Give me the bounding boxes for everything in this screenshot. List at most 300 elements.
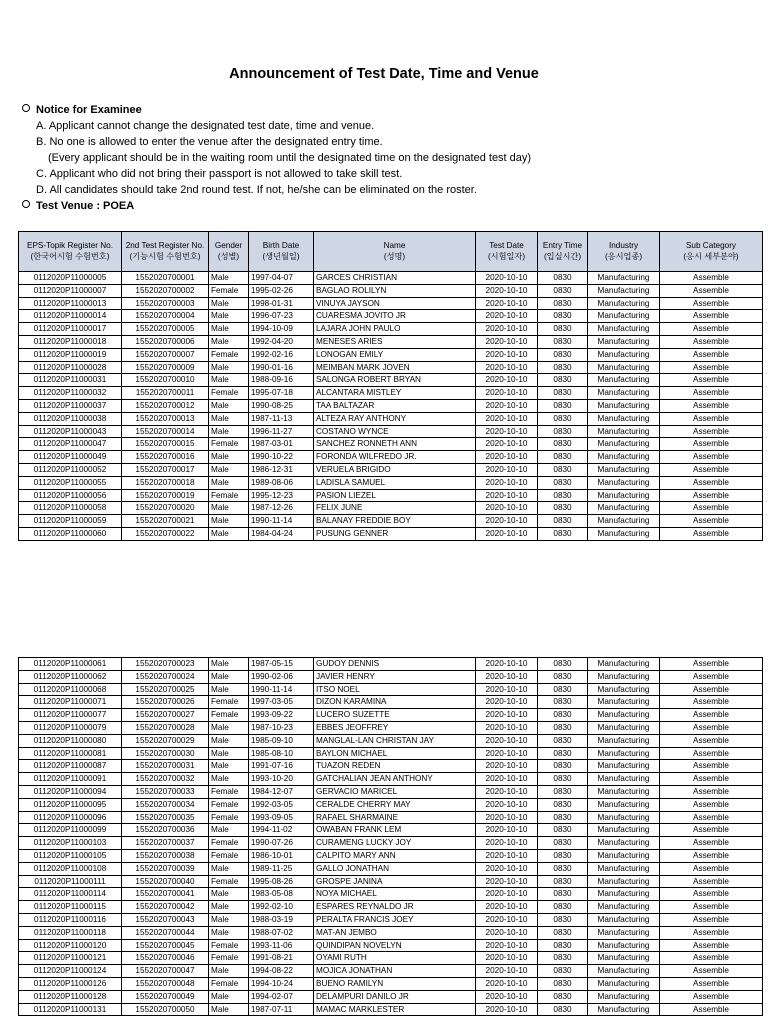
table-cell: TAA BALTAZAR: [314, 399, 476, 412]
table-row: [19, 1003, 763, 1016]
table-cell: DELAMPURI DANILO JR: [314, 990, 476, 1003]
table-cell: 1552020700031: [122, 760, 209, 773]
table-cell: Manufacturing: [588, 670, 660, 683]
table-cell: MANGLAL-LAN CHRISTAN JAY: [314, 734, 476, 747]
column-header: Entry Time (입실시간): [538, 232, 588, 272]
table-cell: 1992-02-16: [249, 348, 314, 361]
table-row: [19, 515, 763, 528]
table-cell: Male: [209, 888, 249, 901]
table-cell: Assemble: [660, 374, 763, 387]
table-cell: GUDOY DENNIS: [314, 658, 476, 671]
table-cell: 1552020700028: [122, 721, 209, 734]
table-cell: Manufacturing: [588, 683, 660, 696]
table-cell: 2020-10-10: [476, 272, 538, 285]
table-cell: Manufacturing: [588, 1003, 660, 1016]
table-cell: GERVACIO MARICEL: [314, 785, 476, 798]
table-cell: 0112020P11000103: [19, 837, 122, 850]
table-row: [19, 272, 763, 285]
table-cell: Female: [209, 709, 249, 722]
page-title: Announcement of Test Date, Time and Venue: [229, 66, 539, 82]
table-cell: 1987-03-01: [249, 438, 314, 451]
table-cell: 2020-10-10: [476, 760, 538, 773]
table-cell: 2020-10-10: [476, 489, 538, 502]
table-cell: 0830: [538, 888, 588, 901]
table-cell: 1989-11-25: [249, 862, 314, 875]
table-cell: 1994-10-09: [249, 323, 314, 336]
table-cell: 1552020700016: [122, 451, 209, 464]
table-cell: 0112020P11000118: [19, 926, 122, 939]
table-cell: GATCHALIAN JEAN ANTHONY: [314, 773, 476, 786]
table-cell: 0112020P11000128: [19, 990, 122, 1003]
table-cell: Manufacturing: [588, 387, 660, 400]
table-cell: 1552020700035: [122, 811, 209, 824]
table-cell: 1552020700013: [122, 412, 209, 425]
table-cell: 2020-10-10: [476, 824, 538, 837]
table-cell: 1552020700004: [122, 310, 209, 323]
table-cell: 1552020700029: [122, 734, 209, 747]
table-cell: Manufacturing: [588, 463, 660, 476]
table-cell: GALLO JONATHAN: [314, 862, 476, 875]
table-body: [19, 272, 763, 541]
table-cell: 0112020P11000055: [19, 476, 122, 489]
table-cell: OYAMI RUTH: [314, 952, 476, 965]
table-cell: Assemble: [660, 939, 763, 952]
table-cell: Manufacturing: [588, 773, 660, 786]
table-cell: 0112020P11000071: [19, 696, 122, 709]
table-cell: 2020-10-10: [476, 670, 538, 683]
table-cell: Assemble: [660, 335, 763, 348]
table-cell: Male: [209, 734, 249, 747]
table-cell: 1552020700006: [122, 335, 209, 348]
table-cell: Manufacturing: [588, 323, 660, 336]
table-body: [19, 658, 763, 1016]
table-cell: 0830: [538, 977, 588, 990]
table-row: [19, 387, 763, 400]
column-header: Gender (성별): [209, 232, 249, 272]
table-cell: 0112020P11000059: [19, 515, 122, 528]
table-cell: 0830: [538, 837, 588, 850]
table-cell: 1993-09-05: [249, 811, 314, 824]
table-cell: 0112020P11000013: [19, 297, 122, 310]
column-header: Name (성명): [314, 232, 476, 272]
table-cell: 2020-10-10: [476, 658, 538, 671]
table-cell: 1552020700002: [122, 284, 209, 297]
table-cell: GARCES CHRISTIAN: [314, 272, 476, 285]
table-cell: Manufacturing: [588, 824, 660, 837]
table-cell: 1552020700015: [122, 438, 209, 451]
table-cell: 1987-12-26: [249, 502, 314, 515]
notice-heading: Notice for Examinee: [22, 102, 531, 118]
table-cell: MOJICA JONATHAN: [314, 965, 476, 978]
table-cell: Female: [209, 348, 249, 361]
table-row: [19, 734, 763, 747]
table-cell: 1996-07-23: [249, 310, 314, 323]
table-cell: 0112020P11000056: [19, 489, 122, 502]
table-cell: Male: [209, 476, 249, 489]
table-cell: 1984-12-07: [249, 785, 314, 798]
table-cell: LAJARA JOHN PAULO: [314, 323, 476, 336]
table-cell: 0830: [538, 489, 588, 502]
table-row: [19, 361, 763, 374]
table-cell: 0112020P11000121: [19, 952, 122, 965]
table-cell: 1984-04-24: [249, 527, 314, 540]
column-header: Industry (응시업종): [588, 232, 660, 272]
table-cell: 1986-10-01: [249, 849, 314, 862]
table-cell: 0112020P11000099: [19, 824, 122, 837]
table-cell: Assemble: [660, 451, 763, 464]
column-header: Test Date (시험일자): [476, 232, 538, 272]
table-cell: Manufacturing: [588, 451, 660, 464]
table-cell: Manufacturing: [588, 734, 660, 747]
table-cell: Male: [209, 658, 249, 671]
table-cell: 1993-10-20: [249, 773, 314, 786]
table-cell: Male: [209, 310, 249, 323]
table-cell: Manufacturing: [588, 335, 660, 348]
table-cell: Manufacturing: [588, 952, 660, 965]
table-cell: 1994-02-07: [249, 990, 314, 1003]
table-cell: Assemble: [660, 824, 763, 837]
table-cell: 1552020700024: [122, 670, 209, 683]
table-cell: 2020-10-10: [476, 977, 538, 990]
table-cell: Assemble: [660, 310, 763, 323]
table-cell: Male: [209, 760, 249, 773]
table-cell: Female: [209, 284, 249, 297]
table-cell: 0112020P11000014: [19, 310, 122, 323]
table-cell: Male: [209, 323, 249, 336]
table-cell: Male: [209, 272, 249, 285]
table-cell: 1552020700037: [122, 837, 209, 850]
table-cell: 1990-07-26: [249, 837, 314, 850]
table-cell: Assemble: [660, 399, 763, 412]
table-cell: Assemble: [660, 862, 763, 875]
notice-section: [22, 102, 531, 214]
table-cell: 1988-07-02: [249, 926, 314, 939]
table-cell: Assemble: [660, 463, 763, 476]
table-row: [19, 939, 763, 952]
table-cell: Manufacturing: [588, 527, 660, 540]
table-cell: 1552020700047: [122, 965, 209, 978]
table-row: [19, 990, 763, 1003]
table-cell: 1990-08-25: [249, 399, 314, 412]
table-cell: 0112020P11000115: [19, 901, 122, 914]
table-cell: 0830: [538, 515, 588, 528]
table-cell: 0830: [538, 399, 588, 412]
table-cell: Female: [209, 387, 249, 400]
table-cell: 1552020700014: [122, 425, 209, 438]
table-cell: 1990-11-14: [249, 683, 314, 696]
table-row: [19, 502, 763, 515]
column-header: 2nd Test Register No. (기능시험 수험번호): [122, 232, 209, 272]
table-cell: Male: [209, 926, 249, 939]
table-cell: 1552020700041: [122, 888, 209, 901]
table-cell: 0830: [538, 734, 588, 747]
table-cell: 1552020700032: [122, 773, 209, 786]
table-cell: 0112020P11000095: [19, 798, 122, 811]
table-cell: Male: [209, 965, 249, 978]
table-cell: Male: [209, 1003, 249, 1016]
table-cell: 2020-10-10: [476, 811, 538, 824]
table-cell: 1552020700017: [122, 463, 209, 476]
table-cell: Male: [209, 502, 249, 515]
table-cell: Manufacturing: [588, 760, 660, 773]
table-row: [19, 310, 763, 323]
table-cell: 0830: [538, 760, 588, 773]
table-row: [19, 913, 763, 926]
table-cell: 1983-05-08: [249, 888, 314, 901]
table-cell: 0112020P11000052: [19, 463, 122, 476]
table-row: [19, 901, 763, 914]
table-cell: 0112020P11000105: [19, 849, 122, 862]
table-cell: DIZON KARAMINA: [314, 696, 476, 709]
notice-item: C. Applicant who did not bring their passport is not allowed to take skill test.: [36, 168, 403, 180]
table-cell: 1552020700039: [122, 862, 209, 875]
table-cell: 0112020P11000131: [19, 1003, 122, 1016]
table-cell: Manufacturing: [588, 965, 660, 978]
table-cell: 1552020700034: [122, 798, 209, 811]
table-cell: 1997-03-05: [249, 696, 314, 709]
table-cell: 1990-01-16: [249, 361, 314, 374]
table-row: [19, 965, 763, 978]
table-cell: 0112020P11000028: [19, 361, 122, 374]
table-cell: Male: [209, 862, 249, 875]
table-cell: SALONGA ROBERT BRYAN: [314, 374, 476, 387]
table-cell: 2020-10-10: [476, 683, 538, 696]
table-row: [19, 977, 763, 990]
table-cell: 0112020P11000079: [19, 721, 122, 734]
table-cell: COSTANO WYNCE: [314, 425, 476, 438]
table-cell: 1552020700040: [122, 875, 209, 888]
table-cell: CERALDE CHERRY MAY: [314, 798, 476, 811]
table-cell: Manufacturing: [588, 310, 660, 323]
table-cell: 1552020700019: [122, 489, 209, 502]
table-cell: 2020-10-10: [476, 926, 538, 939]
table-cell: 1552020700046: [122, 952, 209, 965]
table-cell: Assemble: [660, 798, 763, 811]
table-cell: Manufacturing: [588, 747, 660, 760]
table-cell: 0112020P11000124: [19, 965, 122, 978]
table-cell: FELIX JUNE: [314, 502, 476, 515]
table-cell: 1995-02-26: [249, 284, 314, 297]
table-cell: ITSO NOEL: [314, 683, 476, 696]
table-cell: LADISLA SAMUEL: [314, 476, 476, 489]
table-cell: VINUYA JAYSON: [314, 297, 476, 310]
notice-item: A. Applicant cannot change the designated test date, time and venue.: [36, 120, 375, 132]
table-cell: 0830: [538, 348, 588, 361]
table-cell: Assemble: [660, 348, 763, 361]
table-cell: Assemble: [660, 952, 763, 965]
table-cell: Manufacturing: [588, 837, 660, 850]
table-cell: Female: [209, 849, 249, 862]
table-cell: Manufacturing: [588, 412, 660, 425]
table-row: [19, 721, 763, 734]
table-cell: PERALTA FRANCIS JOEY: [314, 913, 476, 926]
table-cell: Assemble: [660, 888, 763, 901]
table-cell: 1552020700005: [122, 323, 209, 336]
table-cell: MAT-AN JEMBO: [314, 926, 476, 939]
table-cell: 0830: [538, 849, 588, 862]
table-cell: 0830: [538, 272, 588, 285]
table-cell: 1994-08-22: [249, 965, 314, 978]
table-cell: 0112020P11000077: [19, 709, 122, 722]
table-cell: 2020-10-10: [476, 515, 538, 528]
table-cell: 2020-10-10: [476, 875, 538, 888]
table-cell: LUCERO SUZETTE: [314, 709, 476, 722]
table-cell: 0830: [538, 696, 588, 709]
table-cell: CURAMENG LUCKY JOY: [314, 837, 476, 850]
table-cell: Female: [209, 875, 249, 888]
table-cell: 0830: [538, 425, 588, 438]
table-cell: 0830: [538, 438, 588, 451]
table-cell: Manufacturing: [588, 399, 660, 412]
test-venue: Test Venue : POEA: [22, 198, 531, 214]
circle-bullet-icon: [22, 200, 30, 208]
table-cell: BAGLAO ROLILYN: [314, 284, 476, 297]
table-cell: Female: [209, 837, 249, 850]
table-cell: 0830: [538, 901, 588, 914]
table-cell: Assemble: [660, 361, 763, 374]
table-cell: 2020-10-10: [476, 438, 538, 451]
table-cell: 0830: [538, 952, 588, 965]
table-cell: Assemble: [660, 489, 763, 502]
table-row: [19, 527, 763, 540]
table-cell: 1552020700025: [122, 683, 209, 696]
table-cell: Male: [209, 515, 249, 528]
table-cell: PUSUNG GENNER: [314, 527, 476, 540]
table-row: [19, 926, 763, 939]
table-cell: Assemble: [660, 323, 763, 336]
table-row: [19, 451, 763, 464]
table-cell: Manufacturing: [588, 798, 660, 811]
table-cell: Male: [209, 527, 249, 540]
table-cell: 0830: [538, 412, 588, 425]
table-cell: Assemble: [660, 438, 763, 451]
table-cell: 1552020700027: [122, 709, 209, 722]
table-cell: Assemble: [660, 297, 763, 310]
table-cell: Manufacturing: [588, 374, 660, 387]
table-cell: 0112020P11000005: [19, 272, 122, 285]
table-cell: 2020-10-10: [476, 374, 538, 387]
table-cell: 0830: [538, 798, 588, 811]
table-cell: 1987-11-13: [249, 412, 314, 425]
table-header-row: [19, 232, 763, 272]
table-cell: 0830: [538, 990, 588, 1003]
table-cell: Manufacturing: [588, 785, 660, 798]
table-cell: 0830: [538, 785, 588, 798]
table-cell: 2020-10-10: [476, 425, 538, 438]
column-header: Sub Category (응시 세부분야): [660, 232, 763, 272]
table-row: [19, 323, 763, 336]
table-row: [19, 335, 763, 348]
table-cell: 1552020700001: [122, 272, 209, 285]
table-cell: 1987-10-23: [249, 721, 314, 734]
table-row: [19, 849, 763, 862]
table-cell: 1995-12-23: [249, 489, 314, 502]
table-cell: 0830: [538, 1003, 588, 1016]
table-cell: Manufacturing: [588, 901, 660, 914]
table-cell: 0830: [538, 721, 588, 734]
table-cell: 0830: [538, 875, 588, 888]
table-cell: 2020-10-10: [476, 965, 538, 978]
table-cell: Female: [209, 811, 249, 824]
table-row: [19, 297, 763, 310]
table-cell: Manufacturing: [588, 696, 660, 709]
table-cell: 1552020700010: [122, 374, 209, 387]
table-cell: 1997-04-07: [249, 272, 314, 285]
table-cell: 1985-08-10: [249, 747, 314, 760]
table-cell: 1993-11-06: [249, 939, 314, 952]
table-cell: Manufacturing: [588, 862, 660, 875]
table-cell: 1552020700038: [122, 849, 209, 862]
examinee-table-2: [18, 657, 763, 1016]
table-row: [19, 811, 763, 824]
table-cell: 0112020P11000094: [19, 785, 122, 798]
table-row: [19, 425, 763, 438]
table-cell: Manufacturing: [588, 284, 660, 297]
table-cell: 0112020P11000007: [19, 284, 122, 297]
table-cell: Assemble: [660, 965, 763, 978]
table-cell: Manufacturing: [588, 926, 660, 939]
table-cell: 0830: [538, 284, 588, 297]
table-cell: 0112020P11000111: [19, 875, 122, 888]
table-cell: Female: [209, 939, 249, 952]
table-cell: 1552020700012: [122, 399, 209, 412]
table-cell: Assemble: [660, 760, 763, 773]
table-cell: 0112020P11000114: [19, 888, 122, 901]
table-cell: 1552020700009: [122, 361, 209, 374]
table-cell: 2020-10-10: [476, 361, 538, 374]
table-cell: 1987-07-11: [249, 1003, 314, 1016]
table-cell: QUINDIPAN NOVELYN: [314, 939, 476, 952]
table-row: [19, 658, 763, 671]
table-cell: 2020-10-10: [476, 323, 538, 336]
table-cell: 2020-10-10: [476, 798, 538, 811]
table-cell: ALTEZA RAY ANTHONY: [314, 412, 476, 425]
table-cell: 1552020700011: [122, 387, 209, 400]
table-cell: Assemble: [660, 425, 763, 438]
table-cell: Female: [209, 696, 249, 709]
table-cell: 1552020700045: [122, 939, 209, 952]
table-cell: 0830: [538, 747, 588, 760]
table-cell: 1552020700021: [122, 515, 209, 528]
table-cell: CUARESMA JOVITO JR: [314, 310, 476, 323]
table-cell: 1552020700044: [122, 926, 209, 939]
table-cell: SANCHEZ RONNETH ANN: [314, 438, 476, 451]
table-cell: Assemble: [660, 837, 763, 850]
table-cell: Assemble: [660, 913, 763, 926]
table-cell: 0112020P11000061: [19, 658, 122, 671]
table-cell: 2020-10-10: [476, 734, 538, 747]
table-cell: 0830: [538, 463, 588, 476]
table-cell: 2020-10-10: [476, 1003, 538, 1016]
table-cell: 0830: [538, 670, 588, 683]
table-cell: LONOGAN EMILY: [314, 348, 476, 361]
table-cell: Manufacturing: [588, 811, 660, 824]
table-cell: Assemble: [660, 785, 763, 798]
table-cell: 2020-10-10: [476, 502, 538, 515]
table-cell: 2020-10-10: [476, 412, 538, 425]
table-cell: 0112020P11000017: [19, 323, 122, 336]
table-cell: 1986-12-31: [249, 463, 314, 476]
table-cell: 1987-05-15: [249, 658, 314, 671]
table-cell: Male: [209, 747, 249, 760]
table-cell: 1552020700050: [122, 1003, 209, 1016]
table-cell: 0830: [538, 658, 588, 671]
table-cell: Assemble: [660, 284, 763, 297]
table-cell: TUAZON REDEN: [314, 760, 476, 773]
table-cell: Assemble: [660, 977, 763, 990]
table-cell: Assemble: [660, 387, 763, 400]
table-cell: 1993-09-22: [249, 709, 314, 722]
